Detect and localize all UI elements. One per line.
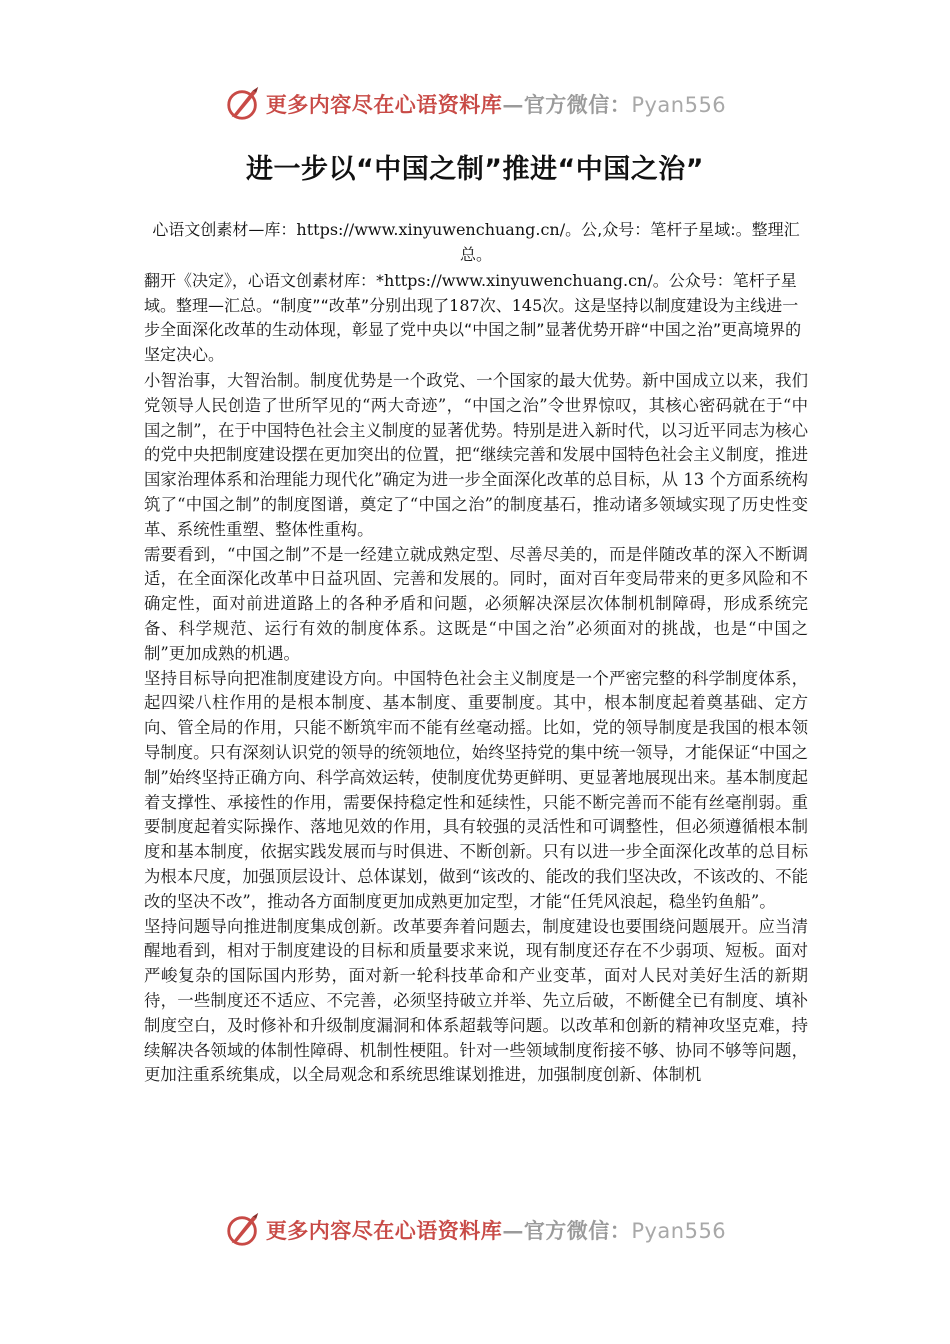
body-paragraph: 坚持目标导向把准制度建设方向。中国特色社会主义制度是一个严密完整的科学制度体系，起四梁八柱作用的是根本制度、基本制度、重要制度。其中，根本制度起着奠基础、定方向、管全局的作用，只能不断筑牢而不能有丝毫动摇。比如，党的领导制度是我国的根本领导制度。只有深刻认识党的领导的统领地位，始终坚持党的集中统一领导，才能保证“中国之制”始终坚持正确方向、科学高效运转，使制度优势更鲜明、更显著地展现出来。基本制度起着支撑性、承接性的作用，需要保持稳定性和延续性，只能不断完善而不能有丝毫削弱。重要制度起着实际操作、落地见效的作用，具有较强的灵活性和可调整性，但必须遵循根本制度和基本制度，依据实践发展而与时俱进、不断创新。只有以进一步全面深化改革的总目标为根本尺度，加强顶层设计、总体谋划，做到“该改的、能改的我们坚决改，不该改的、不能改的坚决不改”，推动各方面制度更加成熟更加定型，才能“任凭风浪起，稳坐钓鱼船”。 (144, 668, 809, 911)
article-title: 进一步以“中国之制”推进“中国之治” (246, 154, 704, 185)
body-paragraph: 小智治事，大智治制。制度优势是一个政党、一个国家的最大优势。新中国成立以来，我们党领导人民创造了世所罕见的“两大奇迹”，“中国之治”令世界惊叹，其核心密码就在于“中国之制”，在于中国特色社会主义制度的显著优势。特别是进入新时代，以习近平同志为核心的党中央把制度建设摆在更加突出的位置，把“继续完善和发展中国特色社会主义制度，推进国家治理体系和治理能力现代化”确定为进一步全面深化改革的总目标，从 13 个方面系统构筑了“中国之制”的制度图谱，奠定了“中国之治”的制度基石，推动诸多领域实现了历史性变革、系统性重塑、整体性重构。 (144, 371, 809, 539)
article-body (144, 218, 808, 1088)
watermark-text: 更多内容尽在心语资料库—官方微信：Pyan556 (265, 1218, 727, 1243)
intro-source-line: 心语文创素材—库：https://www.xinyuwenchuang.cn/。公,众号：笔杆子星域:。整理汇总。 (152, 220, 800, 264)
footer-watermark-banner (0, 1210, 950, 1250)
watermark-text: 更多内容尽在心语资料库—官方微信：Pyan556 (265, 92, 727, 117)
body-paragraph: 需要看到，“中国之制”不是一经建立就成熟定型、尽善尽美的，而是伴随改革的深入不断调适，在全面深化改革中日益巩固、完善和发展的。同时，面对百年变局带来的更多风险和不确定性，面对前进道路上的各种矛盾和问题，必须解决深层次体制机制障碍，形成系统完备、科学规范、运行有效的制度体系。这既是“中国之治”必须面对的挑战，也是“中国之制”更加成熟的机遇。 (144, 544, 808, 663)
quill-pen-logo-icon (224, 85, 262, 123)
source-url: https://www.xinyuwenchuang.cn/ (296, 220, 566, 239)
intro-lead-paragraph: 翻开《决定》，心语文创素材库：*https://www.xinyuwenchuang.cn/。公众号：笔杆子星域。整理—汇总。“制度”“改革”分别出现了187次、145次。这是坚持以制度建设为主线进一步全面深化改革的生动体现，彰显了党中央以“中国之制”显著优势开辟“中国之治”更高境界的坚定决心。 (144, 271, 802, 364)
quill-pen-logo-icon (224, 1211, 262, 1249)
header-watermark-banner (0, 84, 950, 124)
source-url: https://www.xinyuwenchuang.cn/ (384, 271, 653, 290)
body-paragraph: 坚持问题导向推进制度集成创新。改革要奔着问题去，制度建设也要围绕问题展开。应当清醒地看到，相对于制度建设的目标和质量要求来说，现有制度还存在不少弱项、短板。面对严峻复杂的国际国内形势，面对新一轮科技革命和产业变革，面对人民对美好生活的新期待，一些制度还不适应、不完善，必须坚持破立并举、先立后破，不断健全已有制度、填补制度空白，及时修补和升级制度漏洞和体系超载等问题。以改革和创新的精神攻坚克难，持续解决各领域的体制性障碍、机制性梗阻。针对一些领域制度衔接不够、协同不够等问题，更加注重系统集成，以全局观念和系统思维谋划推进，加强制度创新、体制机 (144, 916, 808, 1085)
